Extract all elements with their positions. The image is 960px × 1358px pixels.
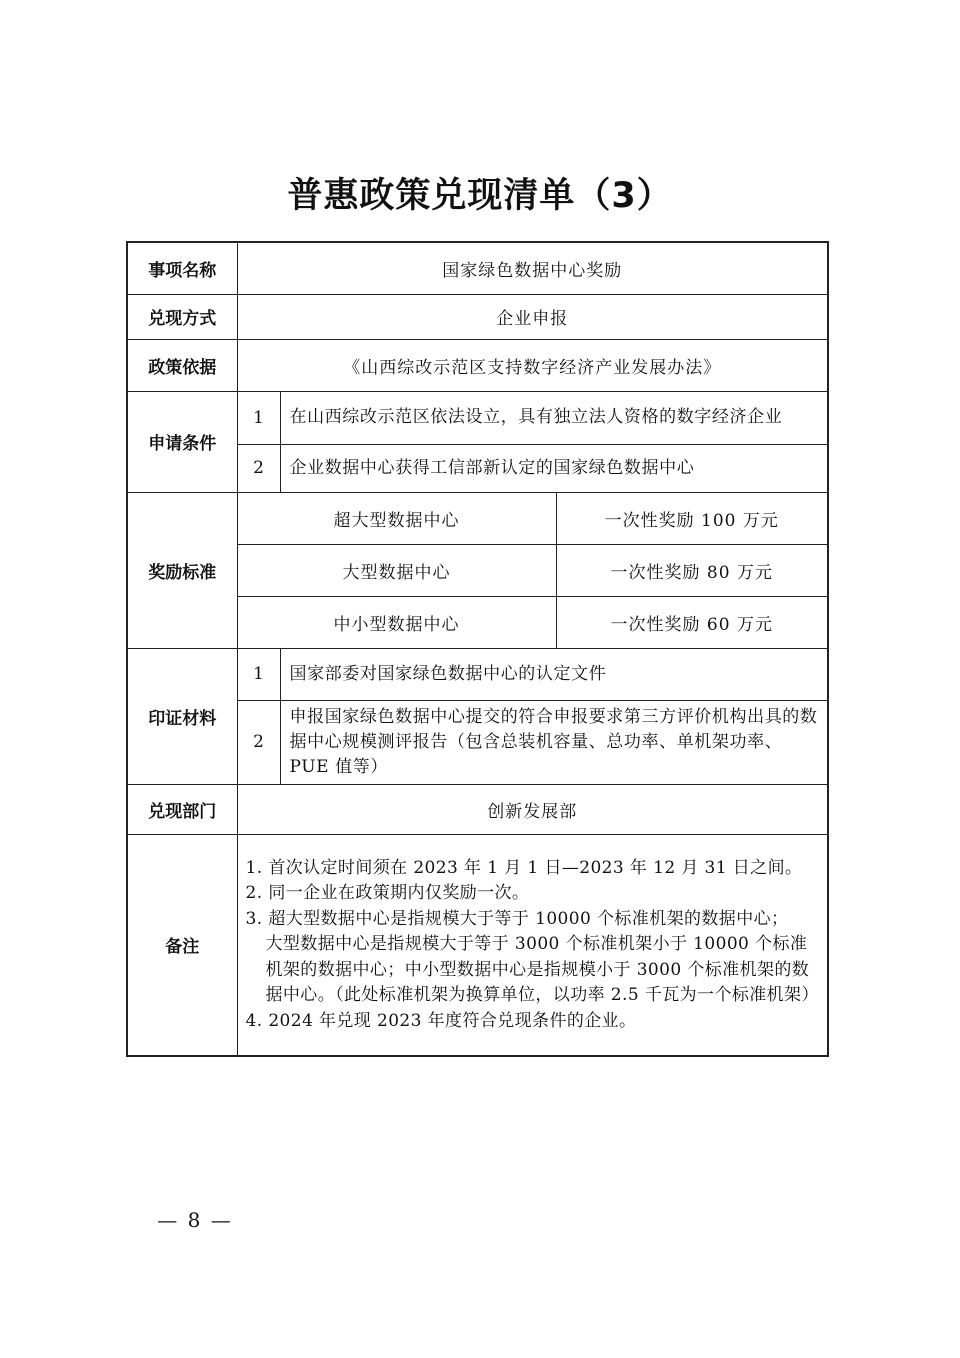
reward-type: 中小型数据中心	[237, 596, 556, 648]
row-condition-1	[127, 391, 828, 444]
condition-num: 1	[237, 391, 280, 444]
policy-table	[126, 241, 829, 1057]
material-num: 1	[237, 648, 280, 700]
rewards-label: 奖励标准	[127, 492, 237, 648]
item-name-value: 国家绿色数据中心奖励	[237, 242, 828, 294]
note-item: 2. 同一企业在政策期内仅奖励一次。	[245, 883, 530, 903]
material-text: 国家部委对国家绿色数据中心的认定文件	[280, 648, 828, 700]
item-name-label: 事项名称	[127, 242, 237, 294]
method-label: 兑现方式	[127, 294, 237, 339]
row-department	[127, 784, 828, 834]
material-text: 申报国家绿色数据中心提交的符合申报要求第三方评价机构出具的数据中心规模测评报告（包含总装机容量、总功率、单机架功率、PUE 值等）	[280, 700, 828, 784]
condition-text: 在山西综改示范区依法设立，具有独立法人资格的数字经济企业	[280, 391, 828, 444]
materials-label: 印证材料	[127, 648, 237, 784]
row-reward-1	[127, 492, 828, 544]
reward-type: 超大型数据中心	[237, 492, 556, 544]
basis-label: 政策依据	[127, 339, 237, 391]
note-item: 4. 2024 年兑现 2023 年度符合兑现条件的企业。	[245, 1010, 637, 1031]
row-item-name	[127, 242, 828, 294]
reward-type: 大型数据中心	[237, 544, 556, 596]
material-num: 2	[237, 700, 280, 784]
page-number: — 8 —	[157, 1208, 233, 1232]
notes-label: 备注	[127, 834, 237, 1056]
notes-content	[237, 834, 828, 1056]
department-value: 创新发展部	[237, 784, 828, 834]
row-material-1	[127, 648, 828, 700]
condition-num: 2	[237, 444, 280, 492]
department-label: 兑现部门	[127, 784, 237, 834]
note-item: 1. 首次认定时间须在 2023 年 1 月 1 日—2023 年 12 月 31 日之间。	[245, 857, 803, 878]
row-basis	[127, 339, 828, 391]
condition-text: 企业数据中心获得工信部新认定的国家绿色数据中心	[280, 444, 828, 492]
note-item-continued: 大型数据中心是指规模大于等于 3000 个标准机架小于 10000 个标准机架的数据中心；中小型数据中心是指规模小于 3000 个标准机架的数据中心。（此处标准机架为换算单位，以功率 2.5 千瓦为一个标准机架）	[265, 934, 819, 1005]
basis-value: 《山西综改示范区支持数字经济产业发展办法》	[237, 339, 828, 391]
method-value: 企业申报	[237, 294, 828, 339]
page-title: 普惠政策兑现清单（3）	[287, 176, 673, 216]
note-item: 3. 超大型数据中心是指规模大于等于 10000 个标准机架的数据中心；	[245, 908, 789, 929]
reward-amount: 一次性奖励 100 万元	[556, 492, 828, 544]
row-method	[127, 294, 828, 339]
row-notes	[127, 834, 828, 1056]
conditions-label: 申请条件	[127, 391, 237, 492]
reward-amount: 一次性奖励 80 万元	[556, 544, 828, 596]
reward-amount: 一次性奖励 60 万元	[556, 596, 828, 648]
